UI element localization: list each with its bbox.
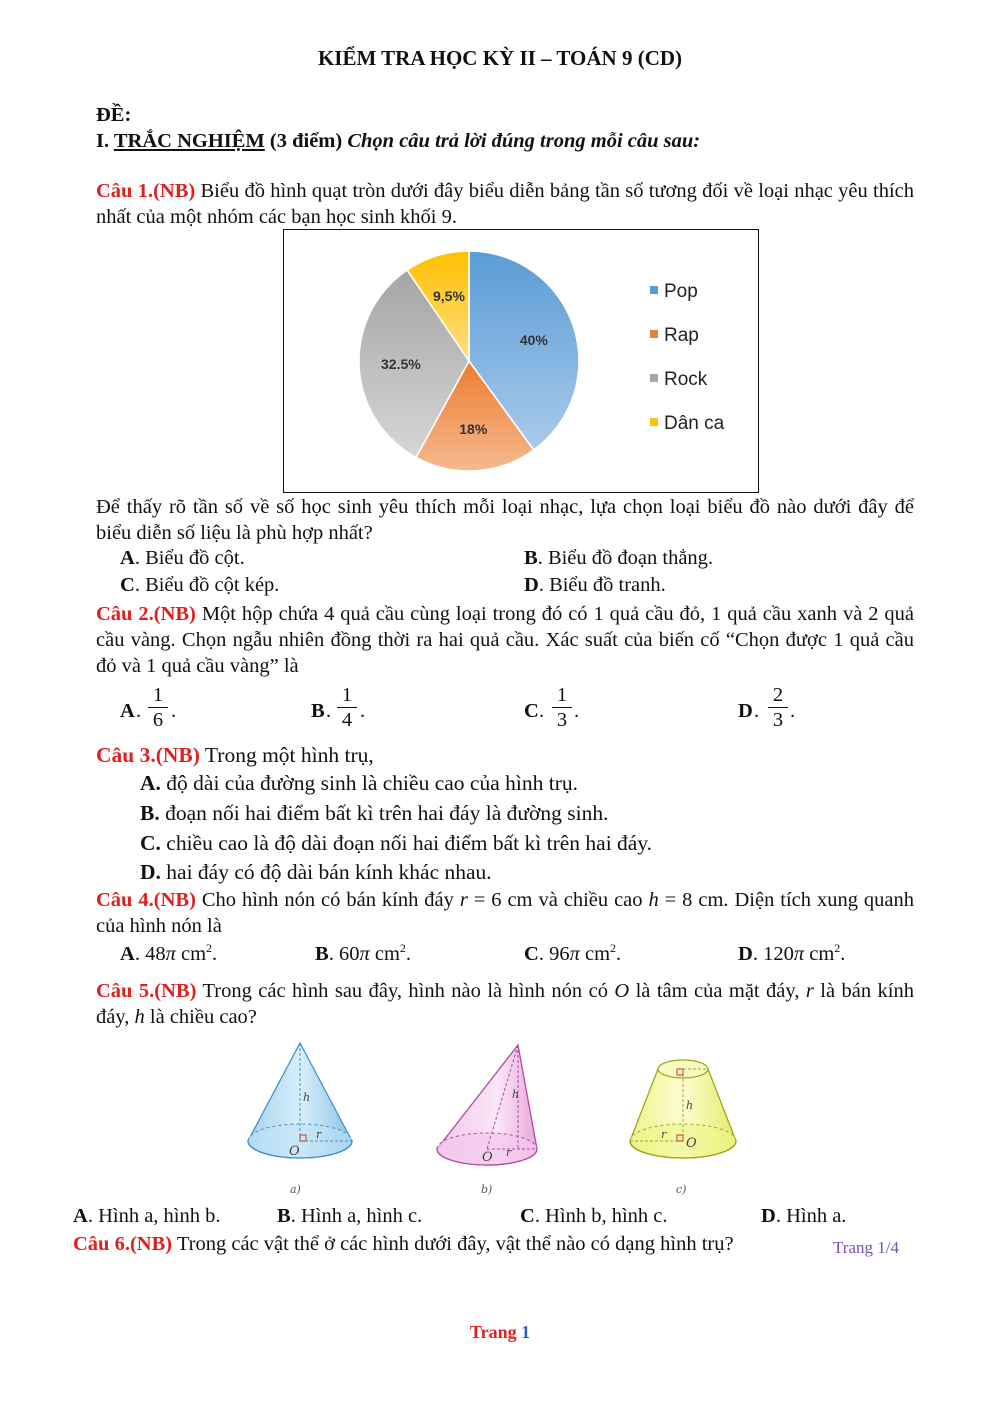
q4-option-a: A. 48π $cm^2$.: [120, 941, 218, 965]
legend-label: Rock: [664, 369, 708, 390]
q2-b-den: 4: [341, 709, 353, 731]
q2-a-period: .: [171, 700, 177, 722]
q5-h: h: [134, 1006, 145, 1028]
q2-a-key: A: [120, 700, 135, 722]
q4-label: Câu 4.(NB): [96, 889, 196, 911]
q1-option-d: [524, 574, 666, 597]
pie-data-label: 9,5%: [432, 287, 465, 304]
q3-text: Trong một hình trụ,: [199, 743, 374, 767]
section-points: (3 điểm): [264, 130, 348, 152]
q2-d-num: 2: [768, 684, 788, 708]
q2-c-key: C: [524, 700, 539, 722]
figure-c-frustum: [630, 1060, 736, 1158]
q3-option-c: [140, 831, 652, 856]
q3-a-key: A.: [140, 771, 161, 795]
q4-a-pi: π: [165, 943, 176, 965]
q6-stem: [73, 1233, 734, 1256]
q4-option-d: D. 120π $cm^2$.: [738, 941, 846, 965]
q2-a-den: 6: [152, 709, 164, 731]
figure-c-r-label: r: [661, 1128, 667, 1141]
q2-d-key: D: [738, 700, 753, 722]
figure-b-h-label: h: [512, 1088, 520, 1101]
q4-text2: = 6 cm và chiều cao: [467, 889, 649, 911]
q4-option-c: C. 96π $cm^2$.: [524, 941, 622, 965]
q2-b-period: .: [360, 700, 366, 722]
q2-d-den: 3: [772, 709, 784, 731]
legend-swatch: [650, 286, 658, 294]
q4-c-sq: 2: [610, 941, 617, 956]
q5-option-d: [761, 1205, 846, 1228]
figure-b-caption: b): [481, 1183, 493, 1196]
q1-a-key: A: [120, 547, 135, 569]
figure-a-right-cone: [248, 1043, 352, 1158]
q3-option-a: [140, 771, 578, 796]
figure-b-r-label: r: [506, 1146, 512, 1159]
q1-option-b: [524, 547, 713, 570]
cone-figures: [240, 1035, 760, 1200]
pie-chart-frame: [283, 229, 759, 493]
q5-c-key: C: [520, 1205, 535, 1227]
q2-stem: [96, 601, 914, 679]
legend-label: Rap: [664, 325, 699, 346]
q4-text1: Cho hình nón có bán kính đáy: [195, 889, 460, 911]
q5-b-key: B: [277, 1205, 291, 1227]
q4-d-pi: π: [793, 943, 805, 965]
q2-d-dot: .: [754, 700, 760, 722]
q2-c-den: 3: [556, 709, 568, 731]
q4-c-key: C: [524, 943, 539, 965]
q5-O: O: [614, 980, 630, 1002]
q1-label: Câu 1.(NB): [96, 180, 196, 202]
q4-d-key: D: [738, 943, 753, 965]
legend-swatch: [650, 330, 658, 338]
legend-swatch: [650, 418, 658, 426]
q2-c-fraction: [552, 684, 572, 731]
q3-option-d: [140, 860, 492, 885]
q1-option-a: [120, 547, 245, 570]
pie-chart: [284, 230, 758, 492]
q2-b-fraction: [337, 684, 357, 731]
q4-b-sq: 2: [399, 941, 406, 956]
q5-text4: là chiều cao?: [144, 1006, 257, 1028]
q1-stem: [96, 178, 914, 230]
q4-c-value: 96: [549, 943, 570, 965]
q3-d-text: hai đáy có độ dài bán kính khác nhau.: [160, 860, 492, 884]
q5-text3: là bán kính đáy,: [96, 980, 914, 1028]
section-instruction: Chọn câu trả lời đúng trong mỗi câu sau:: [347, 130, 701, 152]
q5-a-key: A: [73, 1205, 88, 1227]
q5-r: r: [805, 980, 814, 1002]
q2-a-dot: .: [136, 700, 142, 722]
q1-d-key: D: [524, 574, 539, 596]
q5-option-a: [73, 1205, 220, 1228]
q4-b-value: 60: [338, 943, 360, 965]
q4-d-unit: cm: [804, 943, 835, 965]
q3-label: Câu 3.(NB): [96, 743, 200, 767]
q2-b-dot: .: [326, 700, 332, 722]
q2-a-fraction: [148, 684, 168, 731]
q6-label: Câu 6.(NB): [73, 1233, 173, 1255]
q4-b-pi: π: [359, 943, 370, 965]
q5-option-b: [277, 1205, 422, 1228]
q3-stem: [96, 743, 374, 768]
section-name: TRẮC NGHIỆM: [113, 130, 265, 152]
page-number: 1: [521, 1322, 531, 1342]
q4-option-b: B. 60π $cm^2$.: [315, 941, 412, 965]
figure-b-o-label: O: [482, 1150, 493, 1165]
q4-d-value: 120: [763, 943, 794, 965]
q1-b-text: . Biểu đồ đoạn thẳng.: [537, 547, 714, 569]
q2-c-num: 1: [552, 684, 572, 708]
q4-r: r: [459, 889, 468, 911]
exam-title: KIỂM TRA HỌC KỲ II – TOÁN 9 (CD): [317, 46, 683, 70]
page-word: Trang: [469, 1322, 522, 1342]
q3-c-text: chiều cao là độ dài đoạn nối hai điểm bất kì trên hai đáy.: [160, 831, 653, 855]
legend-label: Dân ca: [664, 413, 725, 434]
q2-b-num: 1: [337, 684, 357, 708]
section-heading: [96, 130, 700, 153]
figure-c-h-label: h: [686, 1099, 694, 1112]
q5-d-text: . Hình a.: [775, 1205, 847, 1227]
q5-label: Câu 5.(NB): [96, 980, 197, 1002]
figure-c-caption: c): [676, 1183, 687, 1196]
q4-a-sq: 2: [206, 941, 213, 956]
q1-text: Biểu đồ hình quạt tròn dưới đây biểu diễn bảng tần số tương đối về loại nhạc yêu thích nhất của một nhóm các bạn học sinh khối 9.: [96, 180, 914, 228]
q3-d-key: D.: [140, 860, 161, 884]
q4-d-sq: 2: [834, 941, 841, 956]
pie-data-label: 40%: [519, 331, 548, 348]
q3-b-key: B.: [140, 801, 160, 825]
q3-option-b: [140, 801, 608, 826]
section-prefix: I.: [96, 130, 114, 152]
q3-c-key: C.: [140, 831, 161, 855]
q1-b-key: B: [524, 547, 538, 569]
q5-option-c: [520, 1205, 667, 1228]
legend-swatch: [650, 374, 658, 382]
q5-d-key: D: [761, 1205, 776, 1227]
q4-b-key: B: [315, 943, 329, 965]
q2-label: Câu 2.(NB): [96, 603, 196, 625]
q1-option-c: [120, 574, 279, 597]
q3-b-text: đoạn nối hai điểm bất kì trên hai đáy là đường sinh.: [159, 801, 609, 825]
q4-h: h: [648, 889, 659, 911]
legend-label: Pop: [664, 281, 698, 302]
q4-stem: [96, 887, 914, 939]
q1-c-key: C: [120, 574, 135, 596]
q5-a-text: . Hình a, hình b.: [87, 1205, 221, 1227]
q2-d-period: .: [790, 700, 796, 722]
q5-stem: [96, 978, 914, 1030]
q4-a-unit: cm: [175, 943, 207, 965]
q4-a-value: 48: [145, 943, 166, 965]
pie-data-label: 18%: [459, 421, 488, 438]
q2-c-period: .: [574, 700, 580, 722]
q4-b-unit: cm: [369, 943, 400, 965]
q5-b-text: . Hình a, hình c.: [290, 1205, 423, 1227]
q1-d-text: . Biểu đồ tranh.: [538, 574, 666, 596]
pie-data-label: 32.5%: [381, 356, 421, 373]
q6-text: Trong các vật thể ở các hình dưới đây, vật thể nào có dạng hình trụ?: [172, 1233, 734, 1255]
q2-d-fraction: [768, 684, 788, 731]
q2-b-key: B: [311, 700, 325, 722]
q4-a-key: A: [120, 943, 135, 965]
q1-a-text: . Biểu đồ cột.: [134, 547, 245, 569]
figure-a-h-label: h: [303, 1091, 311, 1104]
q2-c-dot: .: [539, 700, 545, 722]
figure-b-oblique-cone: [437, 1045, 537, 1165]
q5-text1: Trong các hình sau đây, hình nào là hình nón có: [196, 980, 615, 1002]
figure-a-caption: a): [290, 1183, 301, 1196]
q1-c-text: . Biểu đồ cột kép.: [134, 574, 280, 596]
page-footer: [0, 1322, 1000, 1343]
page-counter: Trang 1/4: [833, 1238, 899, 1257]
figure-c-o-label: O: [686, 1136, 697, 1151]
q2-text: Một hộp chứa 4 quả cầu cùng loại trong đó có 1 quả cầu đỏ, 1 quả cầu xanh và 2 quả cầu vàng. Chọn ngẫu nhiên đồng thời ra hai quả cầu. Xác suất của biến cố “Chọn được 1 quả cầu đỏ và 1 quả cầu vàng” là: [96, 603, 914, 677]
de-label: ĐỀ:: [96, 104, 132, 126]
q5-text2: là tâm của mặt đáy,: [629, 980, 806, 1002]
figure-a-o-label: O: [289, 1144, 300, 1159]
q4-text3: = 8 cm. Diện tích xung quanh của hình nón là: [96, 889, 914, 937]
q4-c-unit: cm: [579, 943, 611, 965]
q5-c-text: . Hình b, hình c.: [534, 1205, 668, 1227]
q3-a-text: độ dài của đường sinh là chiều cao của hình trụ.: [160, 771, 578, 795]
q2-a-num: 1: [148, 684, 168, 708]
q4-c-pi: π: [569, 943, 580, 965]
figure-a-r-label: r: [316, 1128, 322, 1141]
q1-question: Để thấy rõ tần số về số học sinh yêu thích mỗi loại nhạc, lựa chọn loại biểu đồ nào dưới đây để biểu diễn số liệu là phù hợp nhất?: [96, 496, 914, 544]
